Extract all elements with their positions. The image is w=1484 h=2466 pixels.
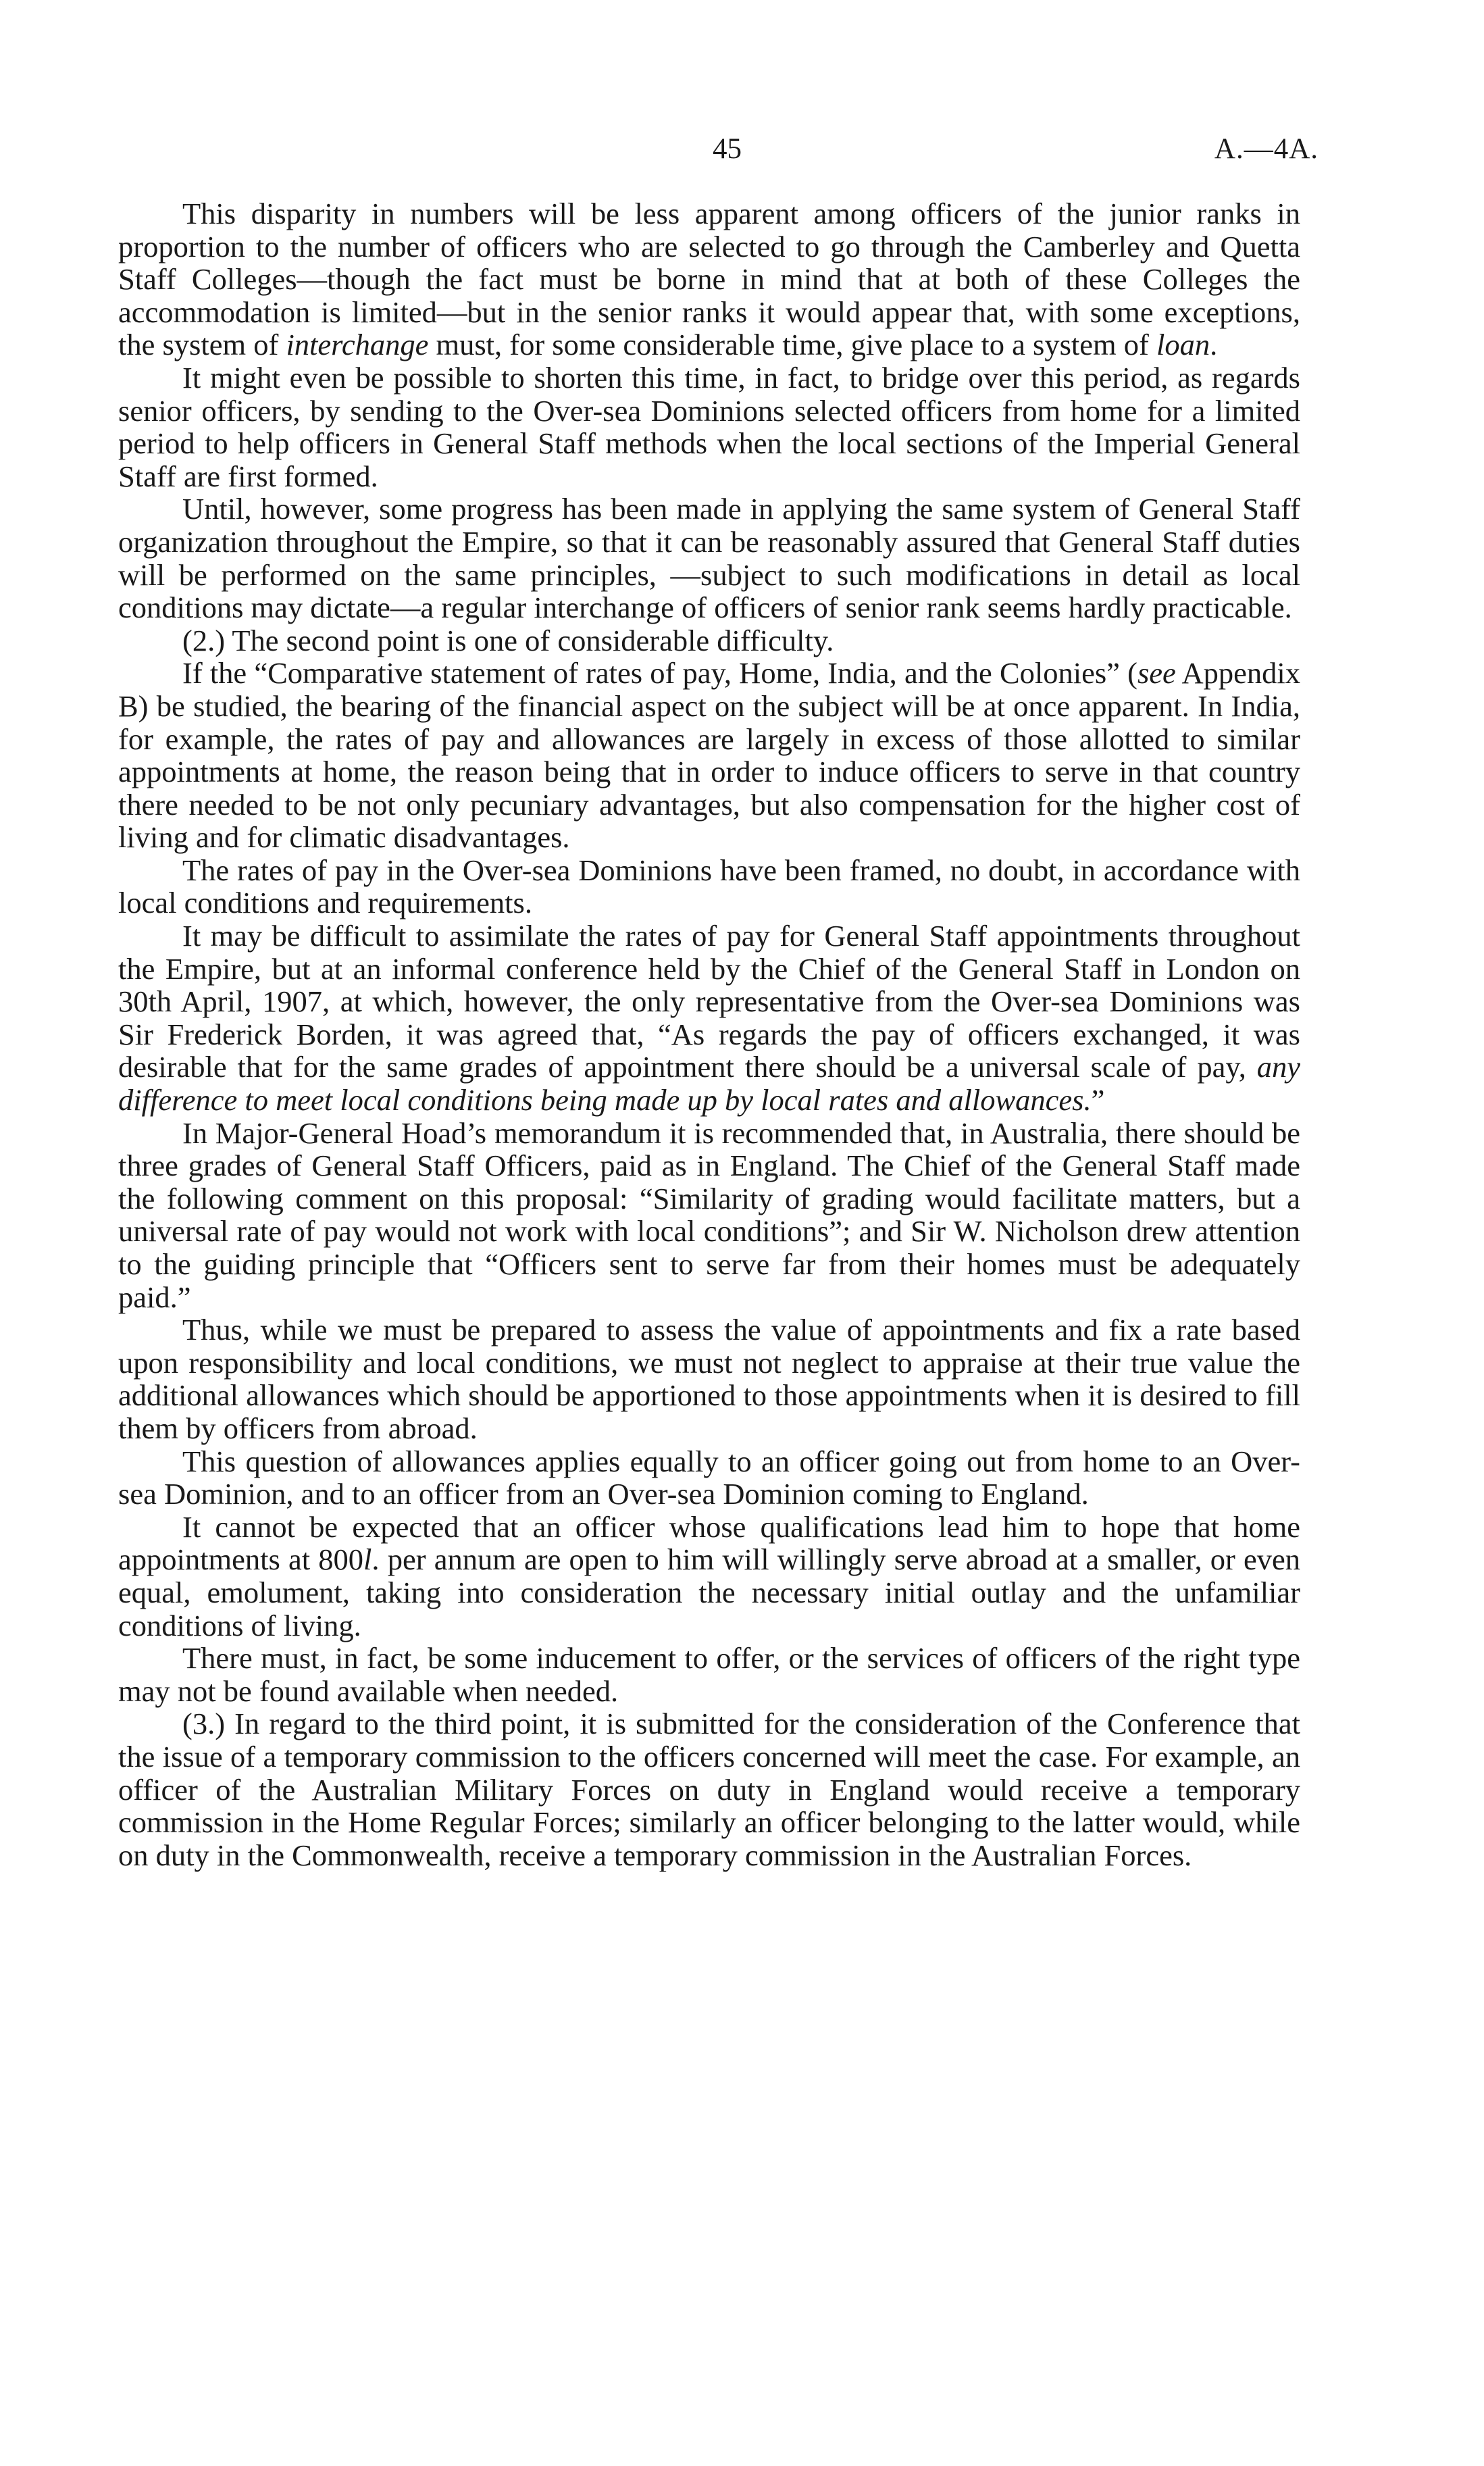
text-run: In Major-General Hoad’s memorandum it is recommended that, in Australia, there should be three grades of General Staff Officers, paid as in England. The Chief of the General Staff made the following comment on this proposal: “Similarity of grading would facilitate matters, but a universal rate of pay would not work with local conditions”; and Sir W. Nicholson drew attention to the guiding principle that “Officers sent to serve far from their homes must be adequately paid.” (118, 1115, 1300, 1314)
page-header (0, 132, 1484, 173)
text-run: . (1210, 328, 1218, 362)
italic-text: see (1137, 656, 1176, 690)
text-run: Until, however, some progress has been made in applying the same system of General Staff organization throughout the Empire, so that it can be reasonably assured that General Staff duties will be performed on the same principles, —subject to such modifications in detail as local conditions may dictate—a regular interchange of officers of senior rank seems hardly practicable. (118, 492, 1300, 625)
text-run: It might even be possible to shorten this time, in fact, to bridge over this period, as regards senior officers, by sending to the Over-sea Dominions selected officers from home for a limited period to help officers in General Staff methods when the local sections of the Imperial General Staff are first formed. (118, 360, 1300, 493)
page-number: 45 (713, 133, 742, 165)
text-run: (2.) The second point is one of considerable difficulty. (182, 623, 834, 657)
text-run: Appendix B) be studied, the bearing of the financial aspect on the subject will be at once apparent. In India, for example, the rates of pay and allowances are largely in excess of those allotted to similar appointments at home, the reason being that in order to induce officers to serve in that country there needed to be not only pecuniary advantages, but also compensation for the higher cost of living and for climatic disadvantages. (118, 656, 1300, 855)
italic-text: loan (1156, 328, 1210, 362)
paragraph (118, 1511, 1300, 1642)
text-run: It cannot be expected that an officer whose qualifications lead him to hope that home appointments at 800 (118, 1509, 1300, 1577)
paragraph (118, 493, 1300, 624)
paragraph (118, 1313, 1300, 1444)
text-run: The rates of pay in the Over-sea Dominions have been framed, no doubt, in accordance with local conditions and requirements. (118, 853, 1300, 920)
paragraph (118, 361, 1300, 493)
paragraph (118, 920, 1300, 1117)
document-reference: A.—4A. (1214, 133, 1319, 165)
paragraph (118, 1707, 1300, 1871)
italic-text: l (363, 1542, 372, 1577)
text-run: There must, in fact, be some inducement to offer, or the services of officers of the right type may not be found available when needed. (118, 1641, 1300, 1708)
paragraph (118, 1117, 1300, 1314)
body-text (118, 197, 1300, 1871)
paragraph (118, 854, 1300, 920)
paragraph (118, 624, 1300, 657)
text-run: . per annum are open to him will willingly serve abroad at a smaller, or even equal, emolument, taking into consideration the necessary initial outlay and the unfamiliar conditions of living. (118, 1542, 1301, 1642)
text-run: If the “Comparative statement of rates of pay, Home, India, and the Colonies” ( (182, 656, 1137, 690)
text-run: ” (1091, 1083, 1105, 1117)
paragraph (118, 1445, 1300, 1511)
text-run: Thus, while we must be prepared to assess the value of appointments and fix a rate based upon responsibility and local conditions, we must not neglect to appraise at their true value the additional allowances which should be apportioned to those appointments when it is desired to fill them by officers from abroad. (118, 1313, 1300, 1445)
paragraph (118, 657, 1300, 854)
italic-text: any difference to meet local conditions being made up by local rates and allowances. (118, 1050, 1300, 1117)
text-run: (3.) In regard to the third point, it is submitted for the consideration of the Conference that the issue of a temporary commission to the officers concerned will meet the case. For example, an officer of the Australian Military Forces on duty in England would receive a temporary commission in the Home Regular Forces; similarly an officer belonging to the latter would, while on duty in the Commonwealth, receive a temporary commission in the Australian Forces. (118, 1707, 1300, 1872)
paragraph (118, 1642, 1300, 1707)
text-run: This question of allowances applies equally to an officer going out from home to an Over-sea Dominion, and to an officer from an Over-sea Dominion coming to England. (118, 1444, 1300, 1511)
italic-text: interchange (286, 328, 429, 362)
paragraph (118, 197, 1300, 361)
text-run: must, for some considerable time, give place to a system of (428, 328, 1156, 362)
text-run: This disparity in numbers will be less apparent among officers of the junior ranks in proportion to the number of officers who are selected to go through the Camberley and Quetta Staff Colleges—though the fact must be borne in mind that at both of these Colleges the accommodation is limited—but in the senior ranks it would appear that, with some exceptions, the system of (118, 197, 1300, 362)
text-run: It may be difficult to assimilate the rates of pay for General Staff appointments throughout the Empire, but at an informal conference held by the Chief of the General Staff in London on 30th April, 1907, at which, however, the only representative from the Over-sea Dominions was Sir Frederick Borden, it was agreed that, “As regards the pay of officers exchanged, it was desirable that for the same grades of appointment there should be a universal scale of pay, (118, 919, 1300, 1084)
